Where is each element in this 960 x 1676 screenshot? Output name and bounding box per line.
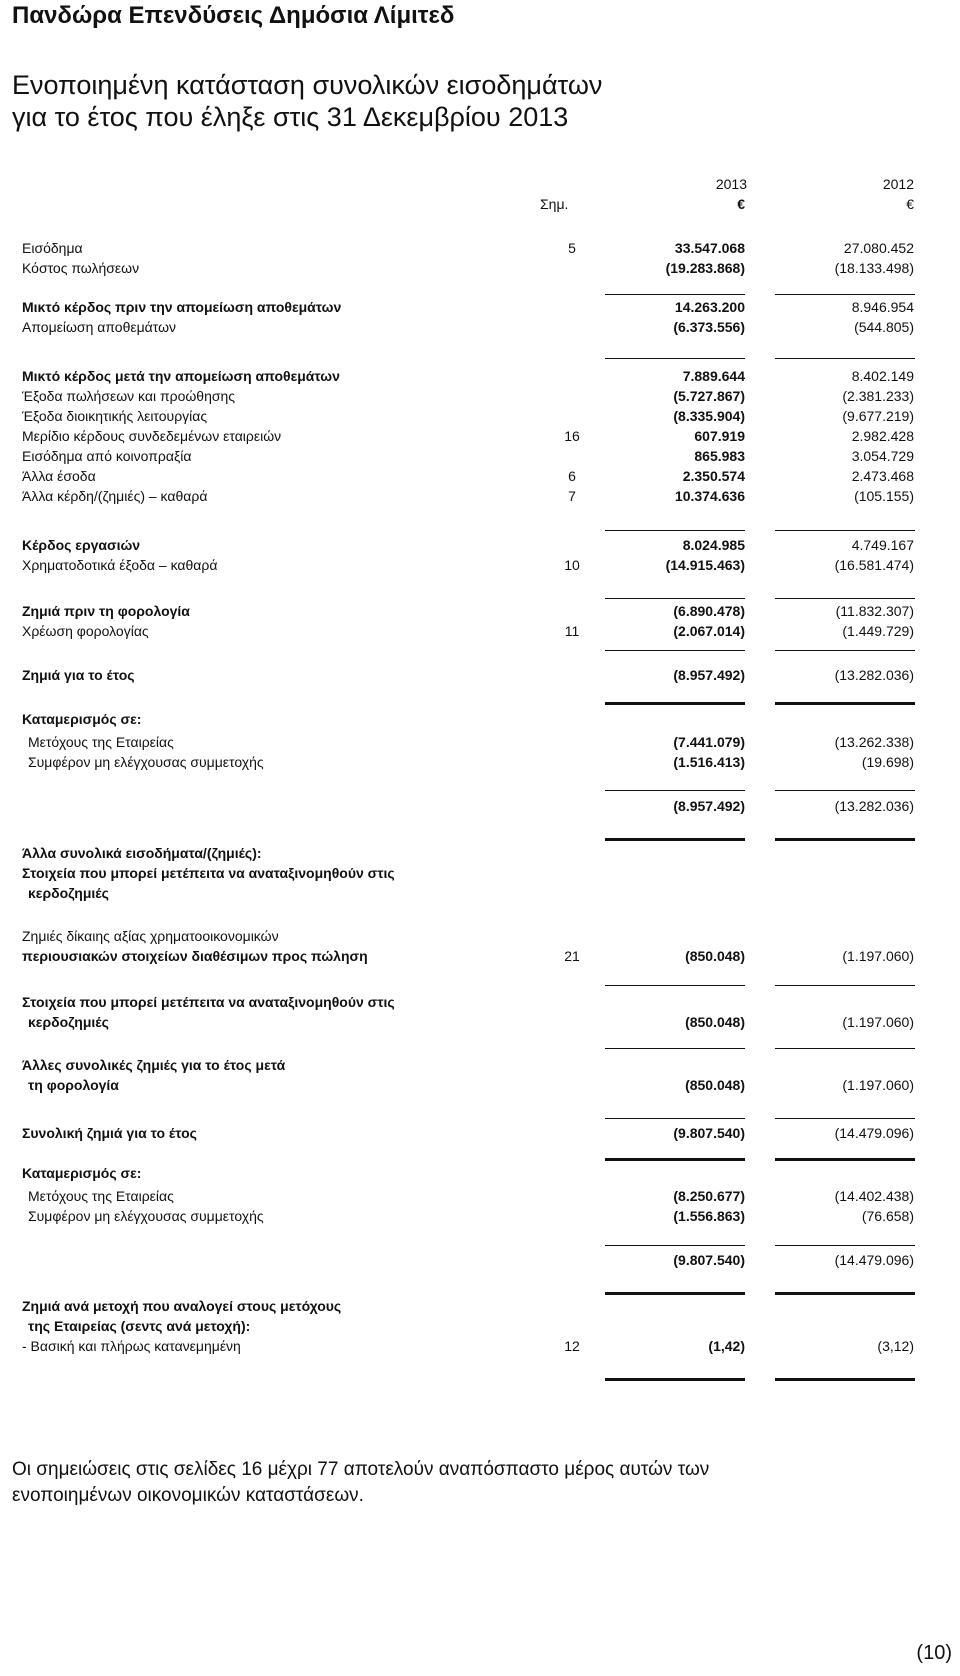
row-note: 12: [564, 1338, 580, 1354]
row-label: Συνολική ζημιά για το έτος: [22, 1125, 197, 1141]
row-value-2012: (1.197.060): [842, 948, 914, 964]
row-value-2013: (9.807.540): [673, 1125, 745, 1141]
rule-2013: [605, 1245, 745, 1246]
row-label: τη φορολογία: [28, 1077, 119, 1093]
row-label: Ζημιά ανά μετοχή που αναλογεί στους μετόχους: [22, 1298, 342, 1314]
row-value-2012: 4.749.167: [851, 537, 914, 553]
row-value-2013: (8.957.492): [673, 798, 745, 814]
table-row: [0, 601, 960, 621]
row-label: Εισόδημα: [22, 240, 83, 256]
row-label: Χρηματοδοτικά έξοδα – καθαρά: [22, 557, 218, 573]
table-row: [0, 426, 960, 446]
table-row: [0, 258, 960, 278]
header-year-2012: 2012: [882, 176, 914, 192]
row-value-2012: (1.197.060): [842, 1014, 914, 1030]
rule-2012: [775, 1158, 915, 1161]
row-value-2013: (850.048): [685, 948, 745, 964]
row-label: Κέρδος εργασιών: [22, 537, 141, 553]
row-value-2013: 8.024.985: [682, 537, 745, 553]
row-value-2013: 33.547.068: [674, 240, 745, 256]
row-value-2013: (1.516.413): [673, 754, 745, 770]
row-label: Μετόχους της Εταιρείας: [28, 1188, 174, 1204]
row-value-2012: 3.054.729: [851, 448, 914, 464]
row-value-2013: 14.263.200: [674, 299, 745, 315]
row-label: Άλλα συνολικά εισοδήματα/(ζημιές):: [22, 845, 262, 861]
table-row: [0, 238, 960, 258]
header-year-2013: 2013: [715, 176, 747, 192]
table-row: [0, 555, 960, 575]
table-row: [0, 1055, 960, 1075]
row-note: 6: [568, 468, 576, 484]
rule-2013: [605, 838, 745, 841]
table-row: [0, 446, 960, 466]
row-label: της Εταιρείας (σεντς ανά μετοχή):: [28, 1318, 251, 1334]
rule-2013: [605, 985, 745, 986]
row-value-2012: 2.982.428: [851, 428, 914, 444]
row-value-2012: (76.658): [861, 1208, 914, 1224]
row-note: 5: [568, 240, 576, 256]
table-row: [0, 1012, 960, 1032]
row-value-2013: (8.957.492): [673, 667, 745, 683]
row-label: Μικτό κέρδος μετά την απομείωση αποθεμάτων: [22, 368, 340, 384]
table-row: [0, 386, 960, 406]
row-value-2013: (7.441.079): [673, 734, 745, 750]
rule-2013: [605, 1048, 745, 1049]
row-label: Έξοδα διοικητικής λειτουργίας: [22, 408, 208, 424]
row-label: Μερίδιο κέρδους συνδεδεμένων εταιρειών: [22, 428, 282, 444]
table-row: [0, 863, 960, 883]
rule-2012: [775, 1048, 915, 1049]
row-value-2012: 27.080.452: [843, 240, 914, 256]
table-row: [0, 1336, 960, 1356]
table-row: [0, 752, 960, 772]
table-row: [0, 1250, 960, 1270]
table-row: [0, 926, 960, 946]
table-row: [0, 486, 960, 506]
statement-subtitle: για το έτος που έληξε στις 31 Δεκεμβρίου 2013: [12, 102, 569, 132]
row-label: Ζημιά πριν τη φορολογία: [22, 603, 190, 619]
table-row: [0, 883, 960, 903]
row-value-2013: 7.889.644: [682, 368, 745, 384]
row-label: Ζημιές δίκαιης αξίας χρηματοοικονομικών: [22, 928, 279, 944]
row-label: Άλλα έσοδα: [22, 468, 96, 484]
row-value-2012: (9.677.219): [842, 408, 914, 424]
row-value-2012: (13.262.338): [834, 734, 914, 750]
rule-2012: [775, 702, 915, 705]
row-note: 7: [568, 488, 576, 504]
row-value-2013: 10.374.636: [674, 488, 745, 504]
rule-2012: [775, 358, 915, 359]
row-label: Συμφέρον μη ελέγχουσας συμμετοχής: [28, 1208, 264, 1224]
table-row: [0, 297, 960, 317]
row-label: Μετόχους της Εταιρείας: [28, 734, 174, 750]
table-row: [0, 946, 960, 966]
rule-2013: [605, 1378, 745, 1381]
row-value-2012: (14.402.438): [834, 1188, 914, 1204]
rule-2013: [605, 598, 745, 599]
table-row: [0, 1123, 960, 1143]
row-value-2012: (1.449.729): [842, 623, 914, 639]
table-row: [0, 732, 960, 752]
rule-2012: [775, 650, 915, 651]
row-label: Έξοδα πωλήσεων και προώθησης: [22, 388, 236, 404]
rule-2012: [775, 1292, 915, 1295]
row-value-2012: (18.133.498): [834, 260, 914, 276]
row-label: Εισόδημα από κοινοπραξία: [22, 448, 192, 464]
table-row: [0, 535, 960, 555]
table-row: [0, 366, 960, 386]
row-label: Χρέωση φορολογίας: [22, 623, 149, 639]
rule-2012: [775, 1118, 915, 1119]
table-row: [0, 1296, 960, 1316]
footer-note-line-2: ενοποιημένων οικονομικών καταστάσεων.: [12, 1485, 364, 1506]
row-label: Ζημιά για το έτος: [22, 667, 135, 683]
row-label: Στοιχεία που μπορεί μετέπειτα να αναταξινομηθούν στις: [22, 994, 395, 1010]
row-value-2013: (850.048): [685, 1077, 745, 1093]
statement-title: Ενοποιημένη κατάσταση συνολικών εισοδημάτων: [12, 70, 603, 100]
rule-2013: [605, 294, 745, 295]
row-label: περιουσιακών στοιχείων διαθέσιμων προς πώληση: [22, 948, 368, 964]
table-row: [0, 992, 960, 1012]
row-label: Άλλες συνολικές ζημιές για το έτος μετά: [22, 1057, 286, 1073]
row-value-2012: (105.155): [854, 488, 914, 504]
row-label: Στοιχεία που μπορεί μετέπειτα να αναταξινομηθούν στις: [22, 865, 395, 881]
row-note: 10: [564, 557, 580, 573]
rule-2012: [775, 838, 915, 841]
row-value-2013: (1.556.863): [673, 1208, 745, 1224]
row-value-2012: (544.805): [854, 319, 914, 335]
rule-2013: [605, 650, 745, 651]
row-label: Συμφέρον μη ελέγχουσας συμμετοχής: [28, 754, 264, 770]
table-row: [0, 665, 960, 685]
row-value-2012: (14.479.096): [834, 1125, 914, 1141]
row-value-2012: (19.698): [861, 754, 914, 770]
row-value-2013: (8.250.677): [673, 1188, 745, 1204]
rule-2012: [775, 598, 915, 599]
row-label: Άλλα κέρδη/(ζημιές) – καθαρά: [22, 488, 208, 504]
row-value-2012: 8.946.954: [851, 299, 914, 315]
row-value-2012: (14.479.096): [834, 1252, 914, 1268]
row-value-2013: (5.727.867): [673, 388, 745, 404]
rule-2012: [775, 294, 915, 295]
page-number: (10): [916, 1642, 952, 1664]
row-value-2013: (1,42): [708, 1338, 745, 1354]
row-value-2012: (13.282.036): [834, 667, 914, 683]
row-value-2013: 607.919: [694, 428, 745, 444]
footer-note-line-1: Οι σημειώσεις στις σελίδες 16 μέχρι 77 αποτελούν αναπόσπαστο μέρος αυτών των: [12, 1459, 710, 1480]
row-label: Απομείωση αποθεμάτων: [22, 319, 177, 335]
rule-2013: [605, 1292, 745, 1295]
row-label: Καταμερισμός σε:: [22, 711, 142, 727]
table-row: [0, 621, 960, 641]
table-row: [0, 843, 960, 863]
row-value-2013: (14.915.463): [665, 557, 745, 573]
rule-2012: [775, 985, 915, 986]
row-value-2012: (2.381.233): [842, 388, 914, 404]
rule-2012: [775, 1378, 915, 1381]
table-row: [0, 466, 960, 486]
rule-2013: [605, 790, 745, 791]
table-row: [0, 1186, 960, 1206]
row-value-2013: (6.373.556): [673, 319, 745, 335]
row-label: Μικτό κέρδος πριν την απομείωση αποθεμάτων: [22, 299, 342, 315]
row-label: Καταμερισμός σε:: [22, 1165, 142, 1181]
table-row: [0, 406, 960, 426]
row-value-2013: (19.283.868): [665, 260, 745, 276]
row-note: 16: [564, 428, 580, 444]
table-row: [0, 1206, 960, 1226]
company-name: Πανδώρα Επενδύσεις Δημόσια Λίμιτεδ: [12, 2, 455, 29]
header-note: Σημ.: [540, 196, 569, 212]
row-value-2012: (1.197.060): [842, 1077, 914, 1093]
rule-2012: [775, 1245, 915, 1246]
header-currency-2012: €: [906, 196, 914, 212]
table-row: [0, 1163, 960, 1183]
header-currency-2013: €: [737, 196, 745, 212]
row-value-2013: (6.890.478): [673, 603, 745, 619]
rule-2012: [775, 530, 915, 531]
row-value-2013: 865.983: [694, 448, 745, 464]
rule-2013: [605, 702, 745, 705]
rule-2013: [605, 1118, 745, 1119]
row-label: κερδοζημιές: [28, 1014, 109, 1030]
row-note: 21: [564, 948, 580, 964]
row-value-2012: 2.473.468: [851, 468, 914, 484]
rule-2012: [775, 790, 915, 791]
row-value-2013: 2.350.574: [682, 468, 745, 484]
row-label: - Βασική και πλήρως κατανεμημένη: [22, 1338, 241, 1354]
row-label: κερδοζημιές: [28, 885, 109, 901]
table-row: [0, 317, 960, 337]
row-value-2012: 8.402.149: [851, 368, 914, 384]
row-note: 11: [564, 623, 580, 639]
table-row: [0, 1075, 960, 1095]
row-value-2012: (11.832.307): [835, 603, 914, 619]
rule-2013: [605, 358, 745, 359]
row-value-2012: (3,12): [877, 1338, 914, 1354]
rule-2013: [605, 1158, 745, 1161]
row-value-2012: (16.581.474): [834, 557, 914, 573]
row-value-2013: (2.067.014): [673, 623, 745, 639]
row-value-2012: (13.282.036): [834, 798, 914, 814]
table-row: [0, 796, 960, 816]
row-label: Κόστος πωλήσεων: [22, 260, 140, 276]
table-row: [0, 1316, 960, 1336]
table-row: [0, 709, 960, 729]
rule-2013: [605, 530, 745, 531]
row-value-2013: (8.335.904): [673, 408, 745, 424]
row-value-2013: (850.048): [685, 1014, 745, 1030]
row-value-2013: (9.807.540): [673, 1252, 745, 1268]
